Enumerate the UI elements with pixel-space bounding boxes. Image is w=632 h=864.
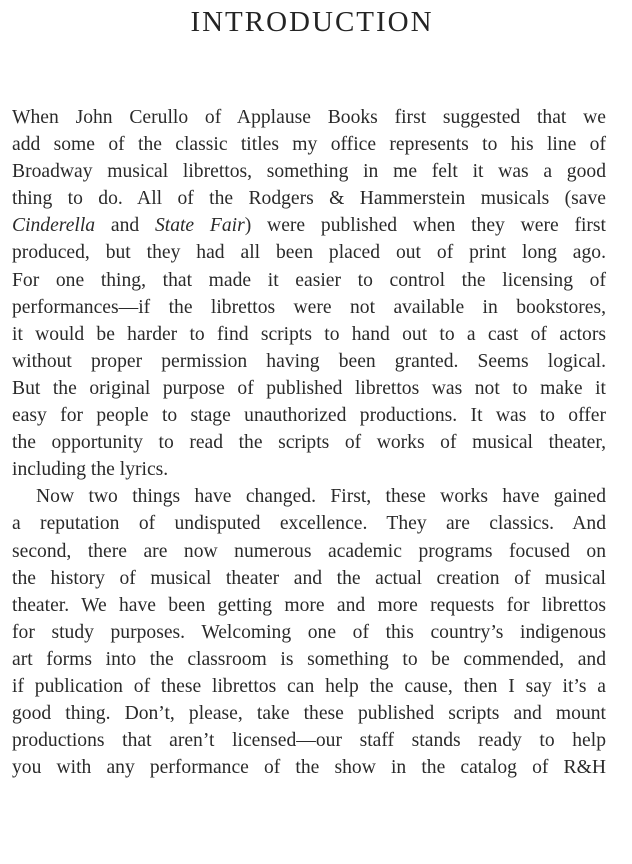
text-line: without proper permission having been granted. Seems logical. xyxy=(12,350,606,372)
text-line: second, there are now numerous academic programs focused on xyxy=(12,540,606,562)
italic-title-cinderella: Cinderella xyxy=(12,215,96,237)
text-line: easy for people to stage unauthorized productions. It was to offer xyxy=(12,405,606,427)
text-line xyxy=(12,212,606,239)
text-line: good thing. Don’t, please, take these published scripts and mount xyxy=(12,703,606,725)
text-line: add some of the classic titles my office represents to his line of xyxy=(12,134,606,156)
italic-title-state-fair: State Fair xyxy=(154,215,245,237)
text-line: productions that aren’t licensed—our staff stands ready to help xyxy=(12,730,606,752)
text-fragment: and xyxy=(95,215,155,237)
text-line: for study purposes. Welcoming one of this country’s indigenous xyxy=(12,621,606,643)
paragraph-1 xyxy=(12,104,606,483)
text-line: Now two things have changed. First, these works have gained xyxy=(36,486,606,508)
text-line: a reputation of undisputed excellence. They are classics. And xyxy=(12,513,606,535)
text-line: you with any performance of the show in the catalog of R&H xyxy=(12,757,606,779)
text-line: theater. We have been getting more and more requests for librettos xyxy=(12,594,606,616)
text-line: thing to do. All of the Rodgers & Hammerstein musicals (save xyxy=(12,188,606,210)
text-line: the history of musical theater and the actual creation of musical xyxy=(12,567,606,589)
text-line: performances—if the librettos were not available in bookstores, xyxy=(12,296,606,318)
text-line: the opportunity to read the scripts of works of musical theater, xyxy=(12,432,606,454)
text-fragment: ) were published when they were first xyxy=(244,215,607,237)
text-line: For one thing, that made it easier to control the licensing of xyxy=(12,269,606,291)
page-title: INTRODUCTION xyxy=(190,6,434,38)
introduction-body xyxy=(12,104,606,781)
text-line: art forms into the classroom is something to be commended, and xyxy=(12,648,606,670)
text-line: But the original purpose of published librettos was not to make it xyxy=(12,377,606,399)
text-line: if publication of these librettos can help the cause, then I say it’s a xyxy=(12,675,606,697)
text-line: it would be harder to find scripts to hand out to a cast of actors xyxy=(12,323,606,345)
text-line: Broadway musical librettos, something in me felt it was a good xyxy=(12,161,606,183)
text-line: When John Cerullo of Applause Books first suggested that we xyxy=(12,107,606,128)
text-line: produced, but they had all been placed out of print long ago. xyxy=(12,242,606,264)
text-line: including the lyrics. xyxy=(12,459,169,481)
paragraph-2 xyxy=(12,483,606,781)
